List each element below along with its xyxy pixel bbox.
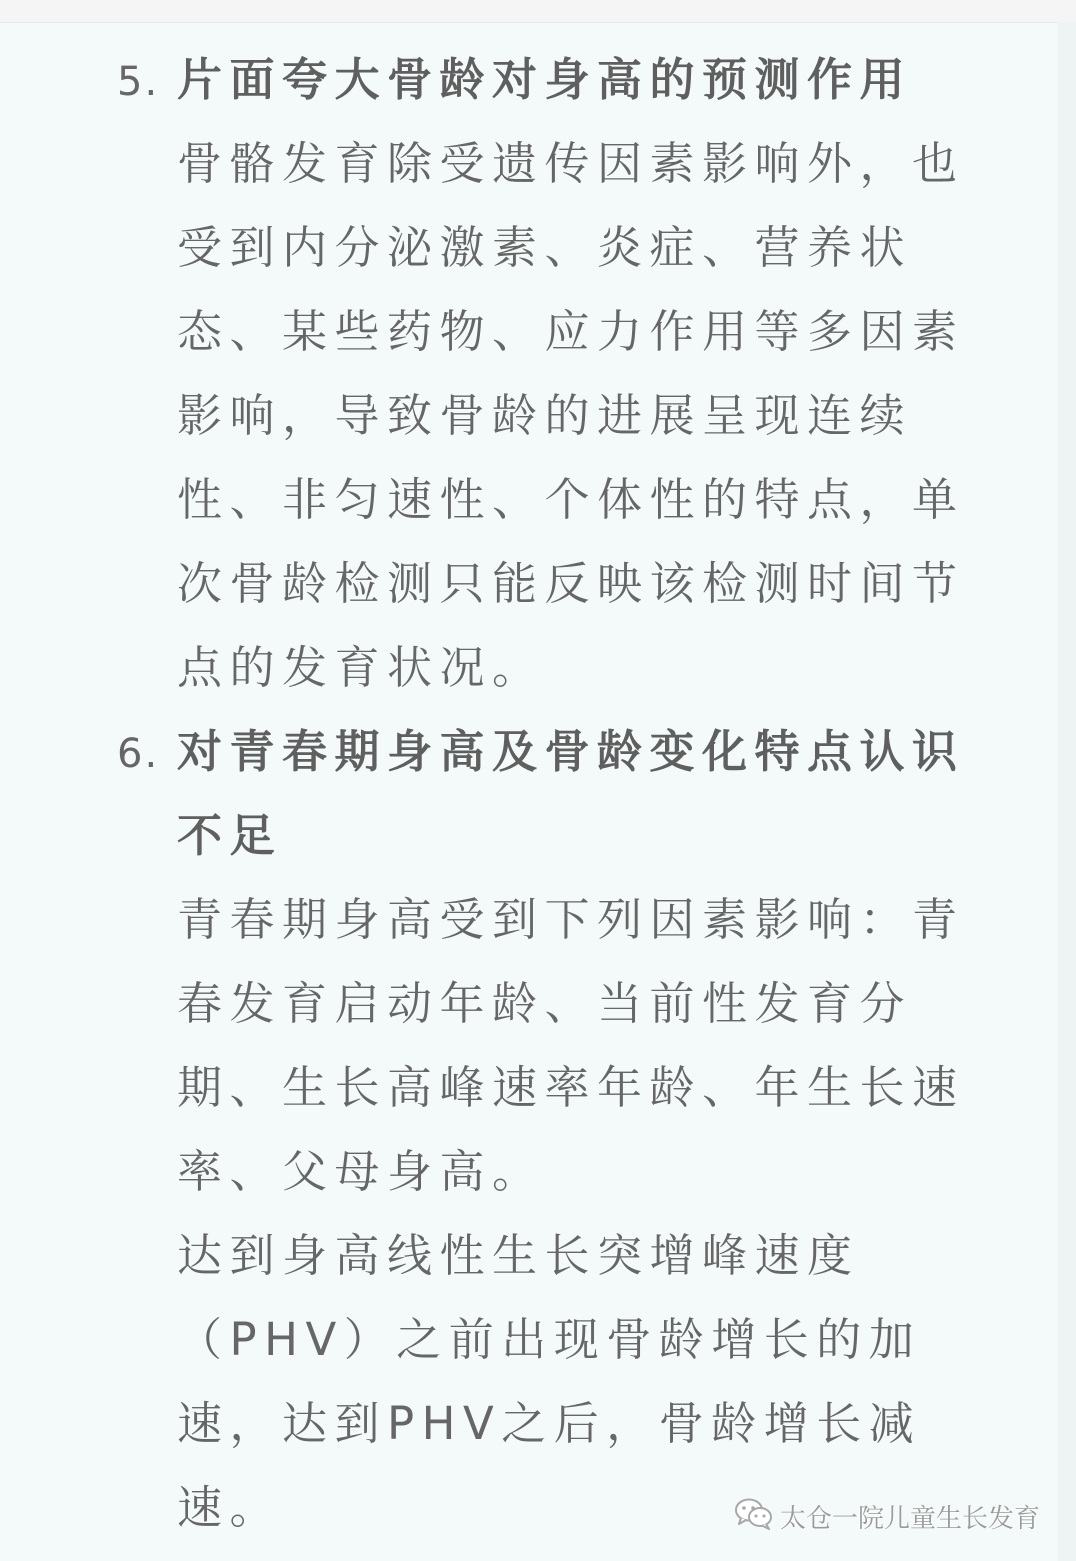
watermark <box>734 1496 1040 1536</box>
watermark-text: 太仓一院儿童生长发育 <box>780 1503 1041 1534</box>
section-heading: 片面夸大骨龄对身高的预测作用 <box>177 53 913 106</box>
body-line: 春发育启动年龄、当前性发育分 <box>177 977 913 1030</box>
body-line: 影响，导致骨龄的进展呈现连续 <box>177 389 913 442</box>
section-number: 6. <box>117 731 160 777</box>
body-line: 次骨龄检测只能反映该检测时间节 <box>177 557 965 610</box>
body-line: 性、非匀速性、个体性的特点，单 <box>177 473 965 526</box>
top-band <box>0 0 1076 23</box>
body-line: 受到内分泌激素、炎症、营养状 <box>177 221 913 274</box>
body-line: 达到身高线性生长突增峰速度 <box>177 1229 860 1282</box>
body-line: 期、生长高峰速率年龄、年生长速 <box>177 1061 965 1114</box>
body-line: 青春期身高受到下列因素影响：青 <box>177 893 965 946</box>
scroll-gutter <box>1058 22 1076 1561</box>
body-line: 骨骼发育除受遗传因素影响外，也 <box>177 137 965 190</box>
section-number: 5. <box>117 59 160 105</box>
body-line: 点的发育状况。 <box>177 641 545 694</box>
body-line: 率、父母身高。 <box>177 1145 545 1198</box>
section-heading: 对青春期身高及骨龄变化特点认识 <box>177 725 965 778</box>
section-heading: 不足 <box>177 809 283 862</box>
body-line: 速，达到PHV之后，骨龄增长减 <box>177 1397 922 1450</box>
wechat-icon <box>734 1497 774 1536</box>
body-line: 速。 <box>177 1481 283 1534</box>
body-line: （PHV）之前出现骨龄增长的加 <box>177 1313 922 1366</box>
body-line: 态、某些药物、应力作用等多因素 <box>177 305 965 358</box>
